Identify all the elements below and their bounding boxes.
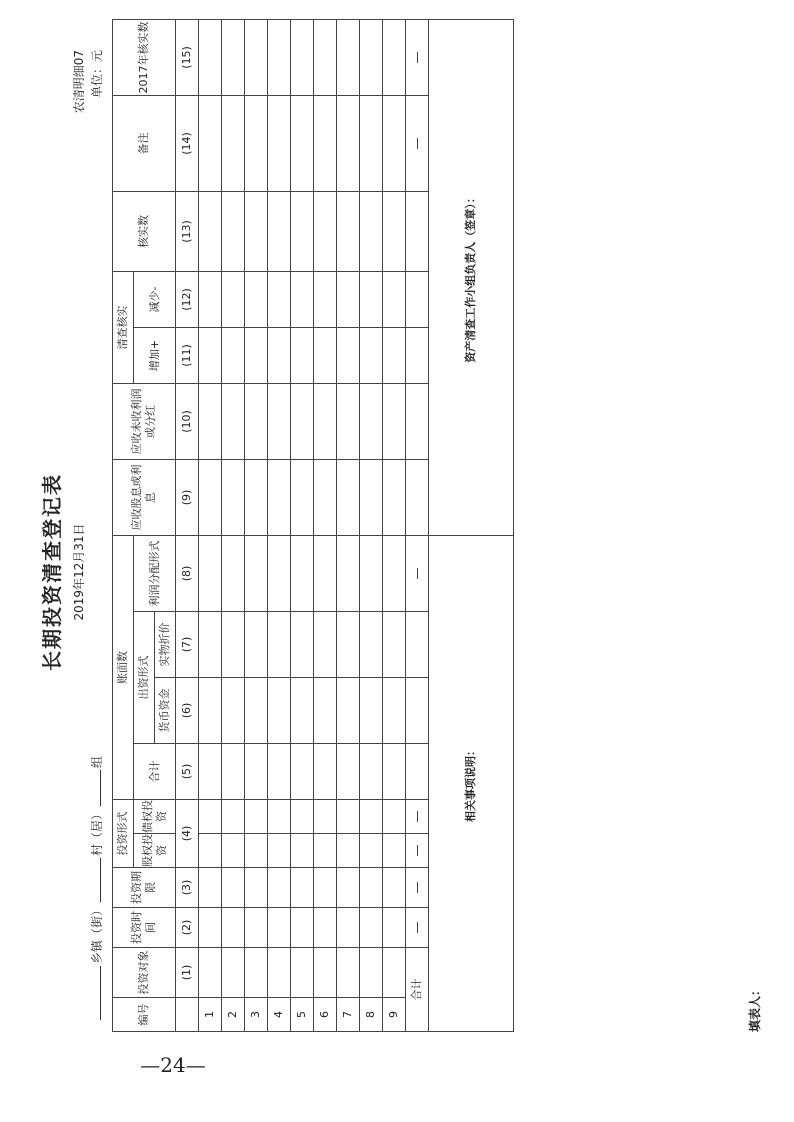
table-cell[interactable] [245, 20, 268, 96]
dash-cell: — [406, 536, 429, 612]
table-cell[interactable] [245, 272, 268, 328]
leader-label: 资产清查工作小组负责人（签章）： [429, 20, 514, 536]
table-row [245, 20, 268, 1032]
table-cell[interactable] [383, 328, 406, 384]
table-cell[interactable] [314, 328, 337, 384]
header-no: 编号 [113, 998, 176, 1032]
table-cell[interactable] [291, 868, 314, 908]
table-cell[interactable] [199, 908, 222, 948]
table-cell[interactable] [337, 868, 360, 908]
col-num: (11) [176, 328, 199, 384]
page-number: —24— [140, 1053, 206, 1077]
table-cell[interactable] [383, 460, 406, 536]
table-cell[interactable] [222, 96, 245, 192]
table-cell[interactable] [360, 612, 383, 678]
table-cell[interactable] [291, 744, 314, 800]
header-verify: 清查核实 [113, 272, 134, 384]
table-cell[interactable] [222, 272, 245, 328]
table-cell[interactable] [268, 460, 291, 536]
table-cell[interactable] [245, 192, 268, 272]
table-cell[interactable] [268, 908, 291, 948]
table-cell[interactable] [291, 272, 314, 328]
table-cell[interactable] [291, 834, 314, 868]
table-cell[interactable] [199, 272, 222, 328]
header-verified: 核实数 [113, 192, 176, 272]
table-cell[interactable] [360, 678, 383, 744]
table-cell[interactable] [360, 908, 383, 948]
table-cell[interactable] [337, 192, 360, 272]
table-cell[interactable] [314, 744, 337, 800]
table-cell[interactable] [268, 384, 291, 460]
table-cell[interactable] [245, 612, 268, 678]
col-num: (5) [176, 744, 199, 800]
table-cell[interactable] [337, 20, 360, 96]
table-cell[interactable] [360, 384, 383, 460]
table-cell[interactable] [245, 834, 268, 868]
header-target: 投资对象 [113, 948, 176, 998]
table-cell[interactable] [268, 678, 291, 744]
table-row [383, 20, 406, 1032]
dash-cell: — [406, 20, 429, 96]
col-num: (14) [176, 96, 199, 192]
table-cell[interactable] [222, 744, 245, 800]
table-cell[interactable] [314, 192, 337, 272]
table-cell[interactable] [268, 868, 291, 908]
table-cell[interactable] [291, 384, 314, 460]
table-cell[interactable] [199, 612, 222, 678]
table-cell[interactable] [199, 192, 222, 272]
table-cell[interactable] [337, 384, 360, 460]
table-cell[interactable] [337, 96, 360, 192]
table-cell[interactable] [222, 868, 245, 908]
table-cell[interactable] [360, 744, 383, 800]
table-cell[interactable] [314, 96, 337, 192]
table-cell[interactable] [268, 328, 291, 384]
table-cell[interactable] [360, 460, 383, 536]
table-cell[interactable] [314, 612, 337, 678]
table-cell[interactable] [314, 800, 337, 834]
investment-register-table [112, 19, 514, 1032]
blank-line [100, 966, 101, 1020]
col-num: (12) [176, 272, 199, 328]
table-row [314, 20, 337, 1032]
table-cell[interactable] [337, 612, 360, 678]
table-cell[interactable] [222, 948, 245, 998]
table-row [199, 20, 222, 1032]
dash-cell: — [406, 908, 429, 948]
row-number: 2 [222, 998, 245, 1032]
table-cell[interactable] [314, 272, 337, 328]
table-cell[interactable] [291, 678, 314, 744]
table-cell[interactable] [337, 744, 360, 800]
rotated-form [30, 21, 770, 1112]
table-cell[interactable] [337, 272, 360, 328]
table-cell[interactable] [222, 908, 245, 948]
filler-label: 填表人： [748, 983, 762, 1032]
table-cell[interactable] [268, 96, 291, 192]
table-cell[interactable] [337, 678, 360, 744]
row-number: 9 [383, 998, 406, 1032]
table-cell[interactable] [199, 536, 222, 612]
table-cell[interactable] [268, 744, 291, 800]
table-cell[interactable] [337, 834, 360, 868]
col-num: (6) [176, 678, 199, 744]
table-cell[interactable] [245, 536, 268, 612]
table-cell[interactable] [291, 192, 314, 272]
table-cell[interactable] [199, 868, 222, 908]
blank-line [100, 858, 101, 902]
table-cell[interactable] [337, 328, 360, 384]
blank-line [100, 770, 101, 806]
table-cell[interactable] [199, 96, 222, 192]
unit-label: 单位：元 [90, 50, 104, 99]
table-cell[interactable] [383, 272, 406, 328]
col-num: (10) [176, 384, 199, 460]
table-cell[interactable] [291, 328, 314, 384]
table-cell[interactable] [199, 460, 222, 536]
table-cell[interactable] [222, 192, 245, 272]
table-cell[interactable] [291, 460, 314, 536]
table-cell[interactable] [199, 384, 222, 460]
table-cell[interactable] [268, 612, 291, 678]
table-cell[interactable] [291, 908, 314, 948]
table-cell[interactable] [245, 96, 268, 192]
col-num: (1) [176, 948, 199, 998]
table-cell[interactable] [383, 612, 406, 678]
table-cell[interactable] [360, 192, 383, 272]
table-cell[interactable] [383, 384, 406, 460]
table-cell[interactable] [314, 678, 337, 744]
dash-cell: — [406, 834, 429, 868]
table-cell[interactable] [383, 948, 406, 998]
header-uncollected: 应收未收利润或分红 [113, 384, 176, 460]
col-num: (8) [176, 536, 199, 612]
header-debt: 债权投资 [134, 800, 176, 834]
table-cell[interactable] [337, 536, 360, 612]
table-cell[interactable] [337, 908, 360, 948]
table-cell[interactable] [314, 460, 337, 536]
table-cell[interactable] [314, 834, 337, 868]
table-cell[interactable] [383, 20, 406, 96]
header-profit-form: 利润分配形式 [134, 536, 176, 612]
table-row [268, 20, 291, 1032]
table-cell[interactable] [360, 328, 383, 384]
table-cell[interactable] [291, 536, 314, 612]
table-cell[interactable] [337, 460, 360, 536]
table-cell[interactable] [222, 678, 245, 744]
table-cell[interactable] [383, 536, 406, 612]
form-date: 2019年12月31日 [72, 523, 86, 621]
table-cell[interactable] [245, 908, 268, 948]
table-cell[interactable] [245, 800, 268, 834]
table-cell[interactable] [314, 868, 337, 908]
table-cell[interactable] [314, 536, 337, 612]
table-cell[interactable] [245, 328, 268, 384]
col-num: (3) [176, 868, 199, 908]
table-cell[interactable] [360, 834, 383, 868]
table-cell[interactable] [360, 868, 383, 908]
row-number: 8 [360, 998, 383, 1032]
col-num: (9) [176, 460, 199, 536]
table-cell[interactable] [222, 800, 245, 834]
table-cell[interactable] [360, 272, 383, 328]
table-row [337, 20, 360, 1032]
table-cell[interactable] [222, 328, 245, 384]
table-cell[interactable] [291, 948, 314, 998]
header-total: 合计 [134, 744, 176, 800]
table-cell[interactable] [268, 948, 291, 998]
header-decrease: 减少- [134, 272, 176, 328]
form-title: 长期投资清查登记表 [40, 473, 64, 671]
dash-cell: — [406, 800, 429, 834]
row-number: 3 [245, 998, 268, 1032]
location-line [88, 756, 105, 1022]
table-cell[interactable] [199, 800, 222, 834]
table-cell[interactable] [291, 612, 314, 678]
table-cell[interactable] [268, 536, 291, 612]
table-cell[interactable] [245, 744, 268, 800]
header-cash: 货币资金 [155, 678, 176, 744]
table-cell[interactable] [383, 908, 406, 948]
table-cell[interactable] [383, 96, 406, 192]
header-book: 账面数 [113, 536, 134, 800]
table-cell[interactable] [360, 20, 383, 96]
table-cell[interactable] [383, 192, 406, 272]
row-number: 4 [268, 998, 291, 1032]
col-num: (4) [176, 800, 199, 868]
table-cell[interactable] [199, 834, 222, 868]
table-cell[interactable] [199, 744, 222, 800]
table-cell[interactable] [291, 800, 314, 834]
table-cell[interactable] [337, 800, 360, 834]
table-cell[interactable] [360, 948, 383, 998]
table-cell[interactable] [337, 948, 360, 998]
row-number: 1 [199, 998, 222, 1032]
column-number-row [176, 20, 199, 1032]
table-cell[interactable] [222, 536, 245, 612]
header-remark: 备注 [113, 96, 176, 192]
table-cell[interactable] [383, 744, 406, 800]
table-cell[interactable] [222, 460, 245, 536]
table-cell[interactable] [199, 948, 222, 998]
col-num: (2) [176, 908, 199, 948]
sum-row [406, 20, 429, 1032]
table-cell[interactable] [222, 20, 245, 96]
town-label: 乡镇（街） [90, 903, 104, 964]
header-invest-form: 投资形式 [113, 800, 134, 868]
table-cell[interactable] [314, 384, 337, 460]
header-time: 投资时间 [113, 908, 176, 948]
table-cell[interactable] [268, 20, 291, 96]
header-kind: 实物折价 [155, 612, 176, 678]
table-cell[interactable] [245, 384, 268, 460]
table-cell[interactable] [314, 908, 337, 948]
table-cell[interactable] [360, 800, 383, 834]
col-num: (13) [176, 192, 199, 272]
table-cell[interactable] [383, 800, 406, 834]
table-cell[interactable] [291, 96, 314, 192]
table-cell[interactable] [360, 536, 383, 612]
table-cell[interactable] [268, 272, 291, 328]
table-cell[interactable] [222, 612, 245, 678]
table-cell[interactable] [245, 460, 268, 536]
table-cell[interactable] [383, 868, 406, 908]
table-cell[interactable] [268, 834, 291, 868]
table-row [291, 20, 314, 1032]
table-cell[interactable] [383, 834, 406, 868]
header-contrib-form: 出资形式 [134, 612, 155, 744]
table-cell[interactable] [199, 678, 222, 744]
table-cell[interactable] [222, 834, 245, 868]
table-cell[interactable] [314, 20, 337, 96]
dash-cell: — [406, 868, 429, 908]
table-cell[interactable] [360, 96, 383, 192]
row-number: 5 [291, 998, 314, 1032]
table-cell[interactable] [199, 328, 222, 384]
table-cell[interactable] [268, 800, 291, 834]
dash-cell: — [406, 96, 429, 192]
table-cell[interactable] [245, 678, 268, 744]
notes-label: 相关事项说明： [429, 536, 514, 1032]
table-cell[interactable] [199, 20, 222, 96]
table-cell[interactable] [245, 948, 268, 998]
header-increase: 增加+ [134, 328, 176, 384]
col-num: (15) [176, 20, 199, 96]
sum-label: 合计 [406, 948, 429, 1032]
group-label: 组 [90, 755, 104, 768]
row-number: 7 [337, 998, 360, 1032]
table-cell[interactable] [222, 384, 245, 460]
col-num: (7) [176, 612, 199, 678]
village-label: 村（居） [90, 807, 104, 856]
table-cell[interactable] [245, 868, 268, 908]
table-cell[interactable] [291, 20, 314, 96]
header-receivable: 应收股息或利息 [113, 460, 176, 536]
table-row [360, 20, 383, 1032]
header-2017: 2017年核实数 [113, 20, 176, 96]
form-code: 农清明细07 [72, 50, 86, 114]
header-equity: 股权投资 [134, 834, 176, 868]
table-cell[interactable] [314, 948, 337, 998]
table-cell[interactable] [268, 192, 291, 272]
row-number: 6 [314, 998, 337, 1032]
table-cell[interactable] [383, 678, 406, 744]
header-period: 投资期限 [113, 868, 176, 908]
notes-row [429, 20, 514, 1032]
table-row [222, 20, 245, 1032]
